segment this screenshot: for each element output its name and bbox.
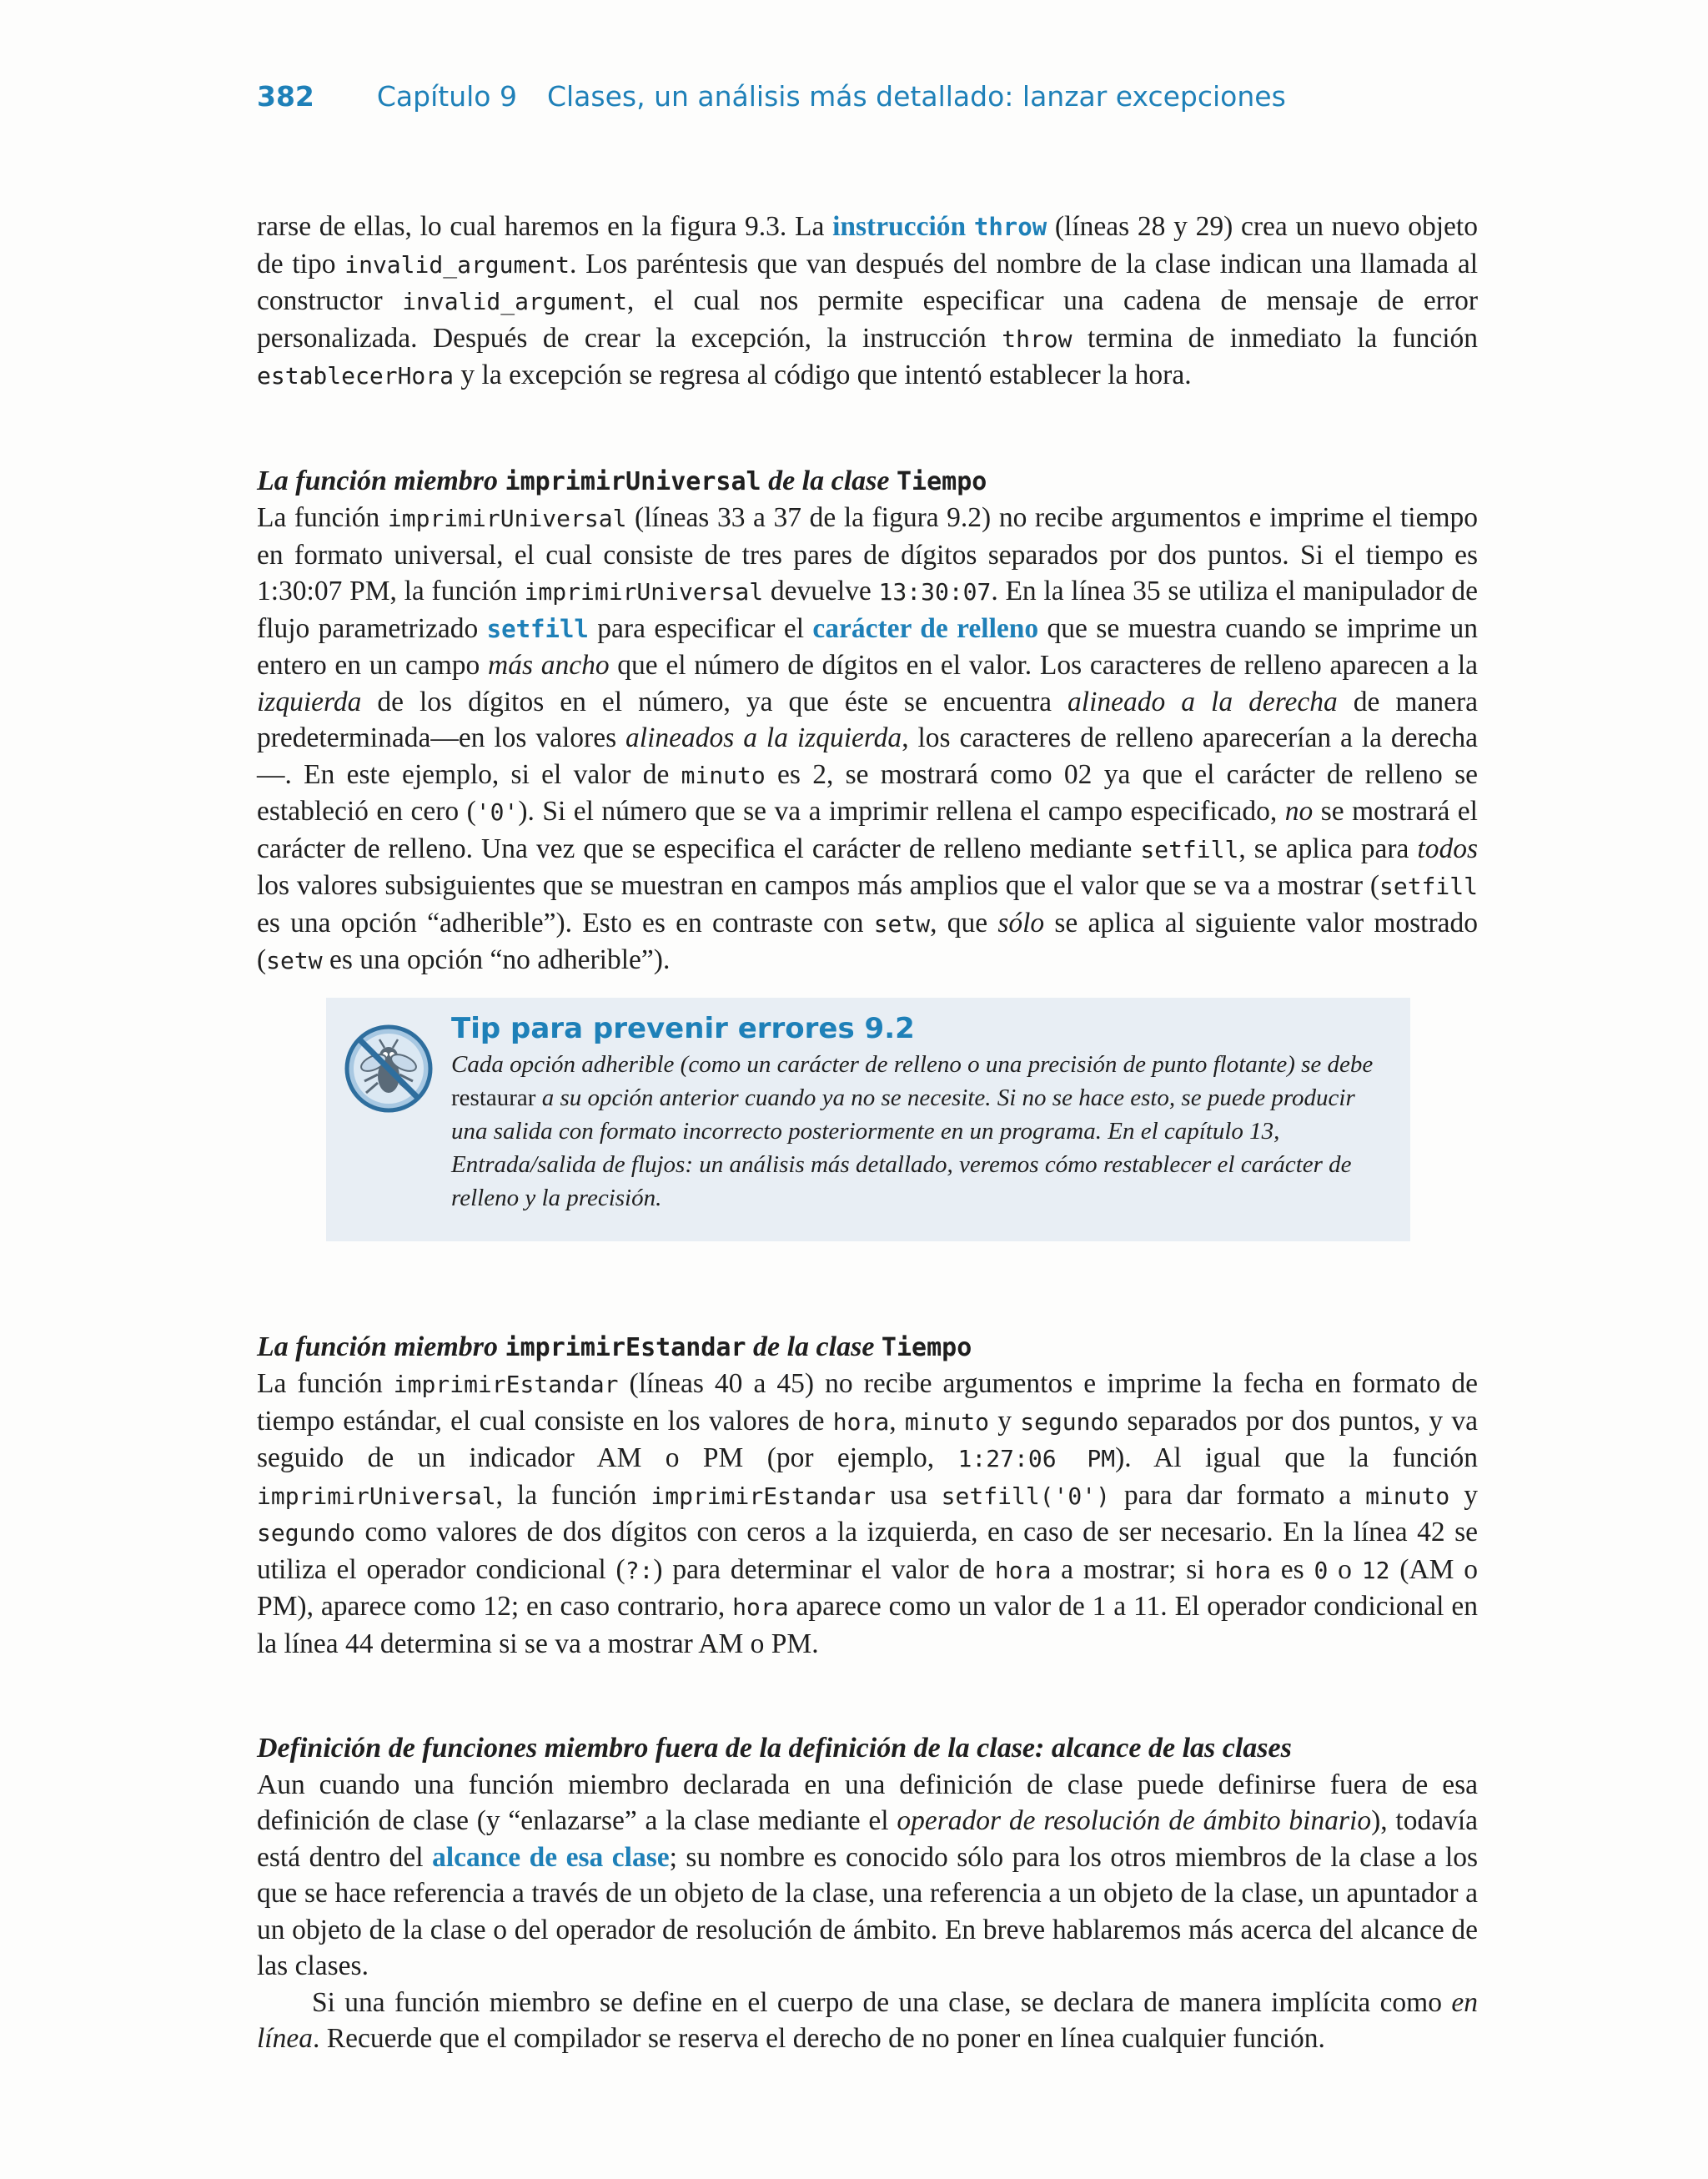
- tip-box: [326, 998, 1410, 1241]
- keyword-code: setfill: [486, 614, 589, 643]
- tip-title: Tip para prevenir errores 9.2: [451, 1011, 915, 1045]
- section-heading-imprimir-estandar: La función miembro imprimirEstandar de la clase Tiempo: [257, 1331, 972, 1362]
- paragraph-imprimir-estandar: La función imprimirEstandar (líneas 40 a 45) no recibe argumentos e imprime la fecha en formato de tiempo estándar, el cual consiste en los valores de hora, minuto y segundo separados por dos puntos, y va seguido de un indicador AM o PM (por ejemplo, 1:27:06 PM). Al igual que la función imprimirUniversal, la función imprimirEstandar usa setfill('0') para dar formato a minuto y segundo como valores de dos dígitos con ceros a la izquierda, en caso de ser necesario. En la línea 42 se utiliza el operador condicional (?:) para determinar el valor de hora a mostrar; si hora es 0 o 12 (AM o PM), aparece como 12; en caso contrario, hora aparece como un valor de 1 a 11. El operador condicional en la línea 44 determina si se va a mostrar AM o PM.: [257, 1368, 1479, 1659]
- page-body: [257, 209, 1478, 2057]
- bug-icon: [343, 1023, 435, 1115]
- chapter-title: Clases, un análisis más detallado: lanzar excepciones: [546, 80, 1286, 113]
- keyword-code: throw: [973, 213, 1047, 241]
- paragraph-throw: rarse de ellas, lo cual haremos en la figura 9.3. La instrucción throw (líneas 28 y 29) crea un nuevo objeto de tipo invalid_argument. Los paréntesis que van después del nombre de la clase indican una llamada al constructor invalid_argument, el cual nos permite especificar una cadena de mensaje de error personalizada. Después de crear la excepción, la instrucción throw termina de inmediato la función establecerHora y la excepción se regresa al código que intentó establecer la hora.: [257, 211, 1479, 390]
- section-heading-imprimir-universal: La función miembro imprimirUniversal de la clase Tiempo: [257, 465, 987, 496]
- page-number: 382: [257, 80, 314, 113]
- keyword-term: instrucción: [832, 211, 974, 242]
- chapter-label: Capítulo 9: [376, 80, 517, 113]
- paragraph-imprimir-universal: La función imprimirUniversal (líneas 33 a 37 de la figura 9.2) no recibe argumentos e imprime el tiempo en formato universal, el cual consiste de tres pares de dígitos separados por dos puntos. Si el tiempo es 1:30:07 PM, la función imprimirUniversal devuelve 13:30:07. En la línea 35 se utiliza el manipulador de flujo parametrizado setfill para especificar el carácter de relleno que se muestra cuando se imprime un entero en un campo más ancho que el número de dígitos en el valor. Los caracteres de relleno aparecen a la izquierda de los dígitos en el número, ya que éste se encuentra alineado a la derecha de manera predeterminada—en los valores alineados a la izquierda, los caracteres de relleno aparecerían a la derecha—. En este ejemplo, si el valor de minuto es 2, se mostrará como 02 ya que el carácter de relleno se estableció en cero ('0'). Si el número que se va a imprimir rellena el campo especificado, no se mostrará el carácter de relleno. Una vez que se especifica el carácter de relleno mediante setfill, se aplica para todos los valores subsiguientes que se muestran en campos más amplios que el valor que se va a mostrar (setfill es una opción “adherible”). Esto es en contraste con setw, que sólo se aplica al siguiente valor mostrado (setw es una opción “no adherible”).: [257, 502, 1479, 975]
- section-heading-class-scope: Definición de funciones miembro fuera de la definición de la clase: alcance de las clases: [257, 1733, 1292, 1764]
- tip-body: Cada opción adherible (como un carácter de relleno o una precisión de punto flotante) se debe restaurar a su opción anterior cuando ya no se necesite. Si no se hace esto, se puede producir una salida con formato incorrecto posteriormente en un programa. En el capítulo 13, Entrada/salida de flujos: un análisis más detallado, veremos cómo restablecer el carácter de relleno y la precisión.: [451, 1050, 1374, 1211]
- keyword-term: carácter de relleno: [812, 612, 1039, 644]
- running-header: [257, 80, 1286, 113]
- spacer: [257, 1241, 1478, 1329]
- tip-content: [451, 1009, 1385, 1215]
- paragraph-class-scope: Aun cuando una función miembro declarada en una definición de clase puede definirse fuera de esa definición de clase (y “enlazarse” a la clase mediante el operador de resolución de ámbito binario), todavía está dentro del alcance de esa clase; su nombre es conocido sólo para los otros miembros de la clase a los que se hace referencia a través de un objeto de la clase, una referencia a un objeto de la clase, un apuntador a un objeto de la clase o del operador de resolución de ámbito. En breve hablaremos más acerca del alcance de las clases.: [257, 1769, 1478, 1981]
- paragraph-inline: Si una función miembro se define en el cuerpo de una clase, se declara de manera implícita como en línea. Recuerde que el compilador se reserva el derecho de no poner en línea cualquier función.: [257, 1986, 1478, 2054]
- keyword-term: alcance de esa clase: [432, 1841, 670, 1873]
